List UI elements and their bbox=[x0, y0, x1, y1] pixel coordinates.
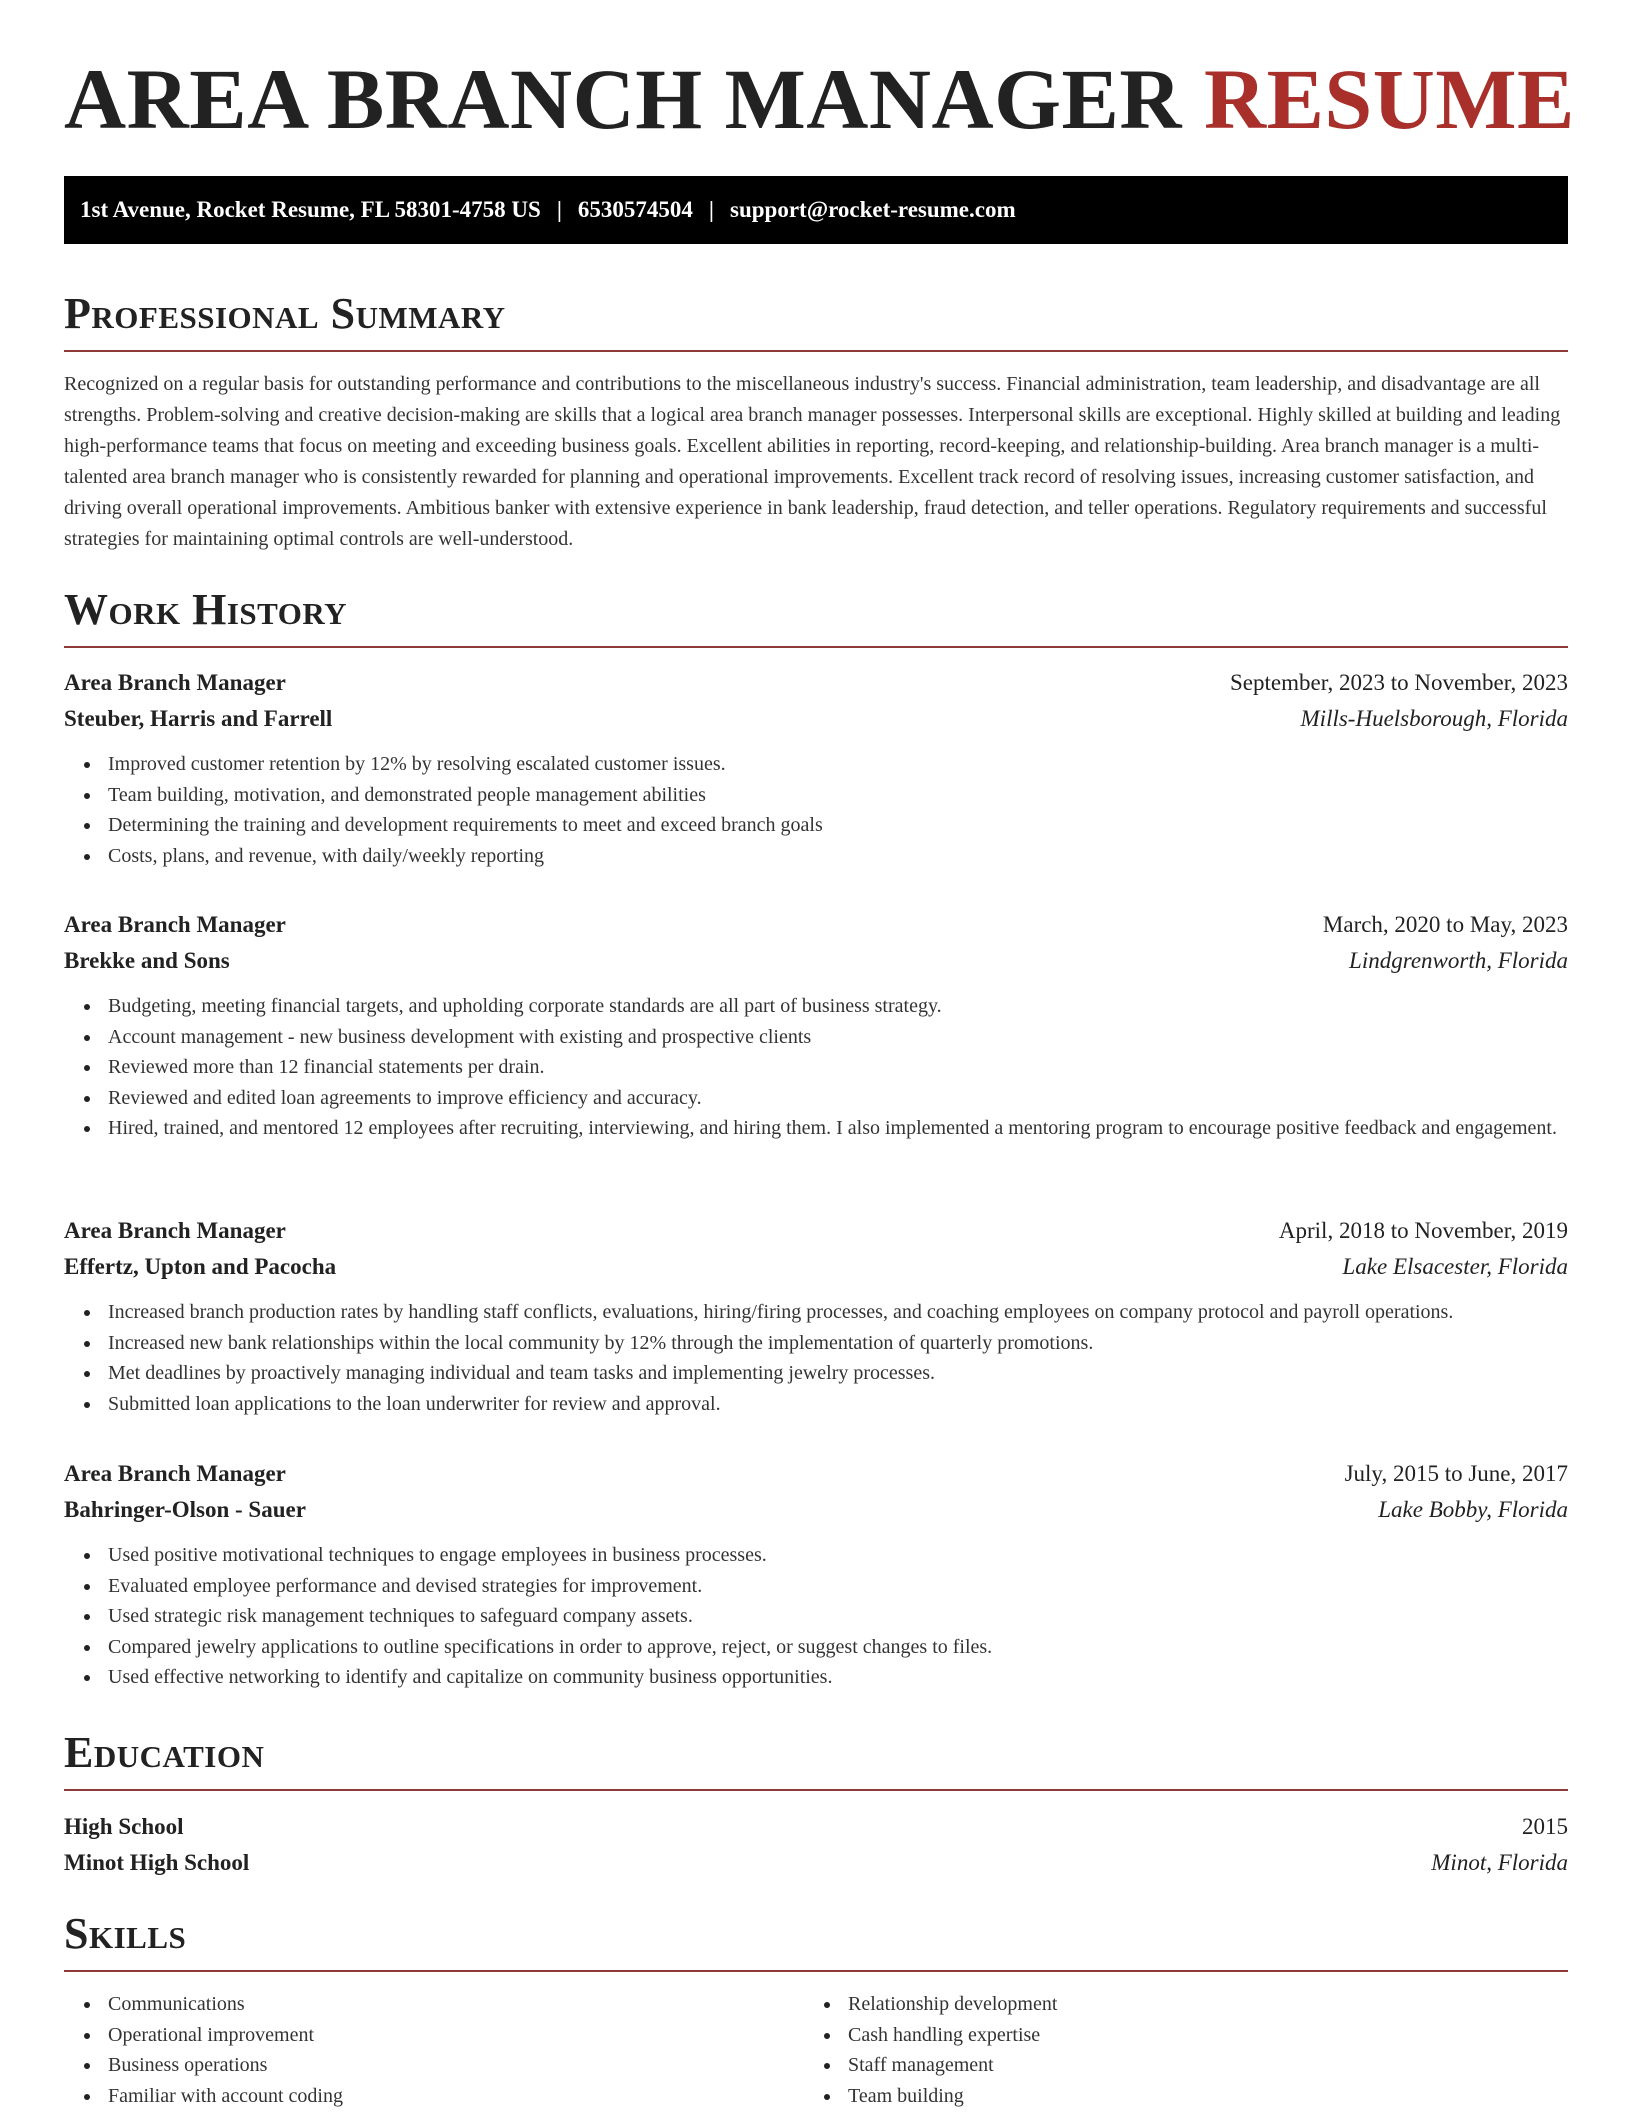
job-bullet: Budgeting, meeting financial targets, and upholding corporate standards are all part of business strategy. bbox=[108, 991, 1568, 1022]
job-entry bbox=[64, 1213, 1568, 1419]
skill-item: Business operations bbox=[108, 2050, 804, 2081]
skill-item: Communications bbox=[108, 1989, 804, 2020]
job-bullets bbox=[64, 749, 1568, 871]
job-bullet: Reviewed more than 12 financial statements per drain. bbox=[108, 1052, 1568, 1083]
job-company: Brekke and Sons bbox=[64, 948, 230, 973]
skill-item: Staff management bbox=[848, 2050, 1544, 2081]
job-company: Bahringer-Olson - Sauer bbox=[64, 1497, 306, 1522]
contact-address: 1st Avenue, Rocket Resume, FL 58301-4758 US bbox=[80, 197, 541, 222]
job-bullet: Improved customer retention by 12% by resolving escalated customer issues. bbox=[108, 749, 1568, 780]
job-title: Area Branch Manager bbox=[64, 670, 286, 695]
job-dates: March, 2020 to May, 2023 bbox=[1322, 912, 1568, 937]
title-main: AREA BRANCH MANAGER bbox=[64, 51, 1182, 147]
job-bullet: Compared jewelry applications to outline specifications in order to approve, reject, or suggest changes to files. bbox=[108, 1632, 1568, 1663]
job-title: Area Branch Manager bbox=[64, 912, 286, 937]
job-entry bbox=[64, 907, 1568, 1144]
job-entry bbox=[64, 1456, 1568, 1693]
skill-item: Cash handling expertise bbox=[848, 2020, 1544, 2051]
job-bullet: Team building, motivation, and demonstrated people management abilities bbox=[108, 780, 1568, 811]
job-bullet: Reviewed and edited loan agreements to improve efficiency and accuracy. bbox=[108, 1083, 1568, 1114]
job-bullet: Used positive motivational techniques to engage employees in business processes. bbox=[108, 1540, 1568, 1571]
job-dates: September, 2023 to November, 2023 bbox=[1230, 670, 1568, 695]
job-location: Lake Elsacester, Florida bbox=[1342, 1254, 1568, 1279]
education-degree: High School bbox=[64, 1814, 184, 1839]
job-bullets bbox=[64, 1540, 1568, 1693]
skills-column-right bbox=[804, 1989, 1544, 2111]
education-school: Minot High School bbox=[64, 1850, 250, 1875]
education-year: 2015 bbox=[1522, 1814, 1568, 1839]
job-bullet: Increased new bank relationships within the local community by 12% through the implementation of quarterly promotions. bbox=[108, 1328, 1568, 1359]
job-bullet: Met deadlines by proactively managing individual and team tasks and implementing jewelry processes. bbox=[108, 1358, 1568, 1389]
job-bullets bbox=[64, 991, 1568, 1144]
job-bullet: Used effective networking to identify and capitalize on community business opportunities. bbox=[108, 1662, 1568, 1693]
education-location: Minot, Florida bbox=[1431, 1850, 1568, 1875]
job-bullet: Evaluated employee performance and devised strategies for improvement. bbox=[108, 1571, 1568, 1602]
job-bullet: Used strategic risk management techniques to safeguard company assets. bbox=[108, 1601, 1568, 1632]
education-heading: Education bbox=[64, 1731, 1568, 1791]
job-bullet: Submitted loan applications to the loan underwriter for review and approval. bbox=[108, 1389, 1568, 1420]
contact-bar bbox=[64, 176, 1568, 244]
job-title: Area Branch Manager bbox=[64, 1218, 286, 1243]
resume-title bbox=[64, 51, 1575, 147]
skill-item: Familiar with account coding bbox=[108, 2081, 804, 2112]
skills-list bbox=[64, 1989, 1568, 2111]
skills-heading: Skills bbox=[64, 1912, 1568, 1972]
job-entry bbox=[64, 665, 1568, 871]
job-dates: April, 2018 to November, 2019 bbox=[1278, 1218, 1568, 1243]
contact-email[interactable]: support@rocket-resume.com bbox=[730, 197, 1016, 222]
summary-heading: Professional Summary bbox=[64, 292, 1568, 352]
job-dates: July, 2015 to June, 2017 bbox=[1344, 1461, 1568, 1486]
job-bullet: Account management - new business development with existing and prospective clients bbox=[108, 1022, 1568, 1053]
skill-item: Team building bbox=[848, 2081, 1544, 2112]
job-location: Lake Bobby, Florida bbox=[1378, 1497, 1568, 1522]
job-location: Mills-Huelsborough, Florida bbox=[1300, 706, 1568, 731]
skill-item: Relationship development bbox=[848, 1989, 1544, 2020]
job-company: Steuber, Harris and Farrell bbox=[64, 706, 333, 731]
job-bullet: Hired, trained, and mentored 12 employees after recruiting, interviewing, and hiring them. I also implemented a mentoring program to encourage positive feedback and engagement. bbox=[108, 1113, 1568, 1144]
contact-separator: | bbox=[708, 197, 714, 222]
job-bullet: Costs, plans, and revenue, with daily/weekly reporting bbox=[108, 841, 1568, 872]
skill-item: Operational improvement bbox=[108, 2020, 804, 2051]
education-entry bbox=[64, 1809, 1568, 1881]
job-location: Lindgrenworth, Florida bbox=[1349, 948, 1568, 973]
contact-phone[interactable]: 6530574504 bbox=[577, 197, 693, 222]
title-accent: RESUME bbox=[1203, 51, 1575, 147]
job-bullet: Determining the training and development requirements to meet and exceed branch goals bbox=[108, 810, 1568, 841]
job-bullet: Increased branch production rates by handling staff conflicts, evaluations, hiring/firing processes, and coaching employees on company protocol and payroll operations. bbox=[108, 1297, 1568, 1328]
job-company: Effertz, Upton and Pacocha bbox=[64, 1254, 337, 1279]
skills-column-left bbox=[64, 1989, 804, 2111]
contact-separator: | bbox=[556, 197, 562, 222]
work-history-heading: Work History bbox=[64, 588, 1568, 648]
job-bullets bbox=[64, 1297, 1568, 1419]
summary-text: Recognized on a regular basis for outstanding performance and contributions to the miscellaneous industry's success. Financial administration, team leadership, and disadvantage are all strengths. Problem-solving and creative decision-making are skills that a logical area branch manager possesses. Interpersonal skills are exceptional. Highly skilled at building and leading high-performance teams that focus on meeting and exceeding business goals. Excellent abilities in reporting, record-keeping, and relationship-building. Area branch manager is a multi-talented area branch manager who is consistently rewarded for planning and operational improvements. Excellent track record of resolving issues, increasing customer satisfaction, and driving overall operational improvements. Ambitious banker with extensive experience in bank leadership, fraud detection, and teller operations. Regulatory requirements and successful strategies for maintaining optimal controls are well-understood. bbox=[64, 373, 1561, 550]
job-title: Area Branch Manager bbox=[64, 1461, 286, 1486]
